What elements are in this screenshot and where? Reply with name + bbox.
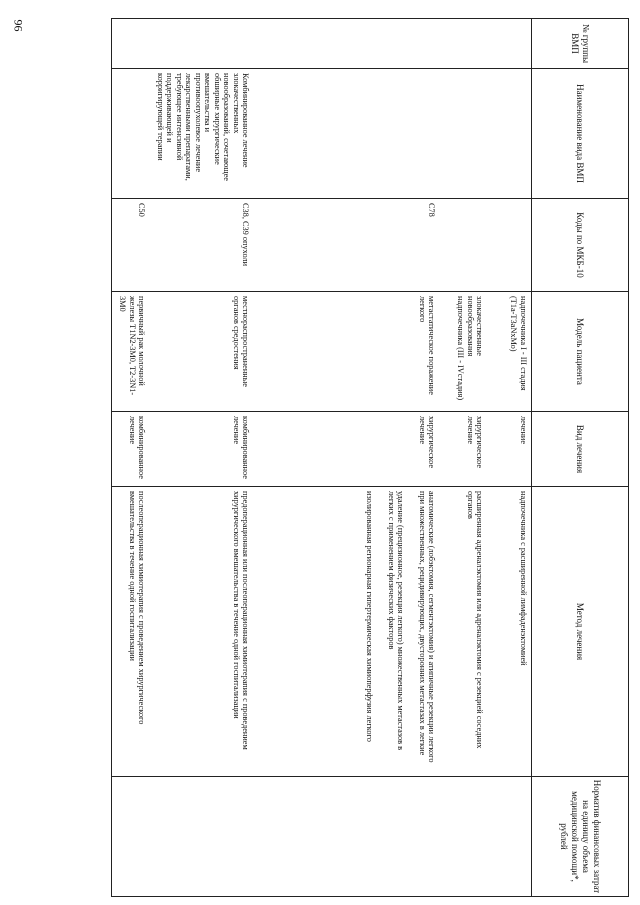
cell-group bbox=[440, 19, 488, 69]
method-text: удаление (прецизионное, резекция легкого) множественных метастазов в легких с применением физических факторов bbox=[386, 491, 406, 751]
cell-icd-codes: С50 bbox=[111, 199, 149, 292]
page-number: 96 bbox=[11, 19, 26, 32]
method-text: послеоперационная химиотерапия с проведением хирургического вмешательства в течение одной госпитализации bbox=[127, 491, 147, 725]
cell-patient-model: метастатическое поражение легкого bbox=[254, 292, 440, 412]
table-row bbox=[254, 19, 440, 897]
cell-cost bbox=[254, 777, 440, 897]
cell-vmp-name bbox=[111, 69, 149, 199]
vmp-table bbox=[111, 18, 629, 897]
cell-treatment-type: хирургическое лечение bbox=[440, 412, 488, 487]
cell-cost bbox=[440, 777, 488, 897]
cell-treatment-type: комбинированное лечение bbox=[149, 412, 253, 487]
method-text: расширенная адреналэктомия или адреналэктомия с резекцией соседних органов bbox=[465, 491, 485, 749]
cell-icd-codes: С38, С39 опухоли bbox=[149, 199, 253, 292]
cell-cost bbox=[488, 777, 532, 897]
cell-icd-codes bbox=[488, 199, 532, 292]
method-text: надпочечника с расширенной лимфаденэктомией bbox=[519, 491, 528, 666]
cell-vmp-name: Комбинированное лечение злокачественных новообразований, сочетающее обширные хирургические вмешательства и противоопухолевое лечение лекарственными препаратами, требующее интенсивной поддерживающей и корригирующей терапии bbox=[149, 69, 253, 199]
cell-vmp-name bbox=[440, 69, 488, 199]
header-icd-codes: Коды по МКБ-10 bbox=[532, 199, 629, 292]
header-vmp-name: Наименование вида ВМП bbox=[532, 69, 629, 199]
cell-group bbox=[254, 19, 440, 69]
cell-treatment-type: хирургическое лечение bbox=[254, 412, 440, 487]
cell-patient-model: злокачественные новообразования надпочечника (III - IVстадия) bbox=[440, 292, 488, 412]
table-row bbox=[111, 19, 149, 897]
header-group-number: № группы ВМП bbox=[532, 19, 629, 69]
cell-cost bbox=[149, 777, 253, 897]
cell-patient-model: первичный рак молочной железы Т1N2-3М0, Т2-3N1-3М0 bbox=[111, 292, 149, 412]
table-row bbox=[440, 19, 488, 897]
cell-vmp-name bbox=[254, 69, 440, 199]
table-row bbox=[149, 19, 253, 897]
method-text: анатомические (лобэктомия, сегментэктомия) и атипичные резекции легкого при множественных, рецидивирующих, двусторонних метастазах в легкие bbox=[417, 491, 437, 763]
cell-treatment-method bbox=[440, 487, 488, 777]
header-treatment-type: Вид лечения bbox=[532, 412, 629, 487]
table-header-row bbox=[532, 19, 629, 897]
cell-treatment-method bbox=[149, 487, 253, 777]
cell-treatment-method bbox=[111, 487, 149, 777]
cell-group bbox=[111, 19, 149, 69]
header-treatment-method: Метод лечения bbox=[532, 487, 629, 777]
cell-treatment-method bbox=[488, 487, 532, 777]
cell-vmp-name bbox=[488, 69, 532, 199]
cell-patient-model: местнораспространенные органов средостения bbox=[149, 292, 253, 412]
cell-icd-codes bbox=[440, 199, 488, 292]
cell-treatment-method bbox=[254, 487, 440, 777]
cell-patient-model: надпочечника I - III стадия (Т1а-Т3аNхМо) bbox=[488, 292, 532, 412]
cell-group bbox=[149, 19, 253, 69]
method-text: предоперационная или послеоперационная химиотерапия с проведением хирургического вмешательства в течение одной госпитализации bbox=[231, 491, 251, 750]
cell-treatment-type: лечение bbox=[488, 412, 532, 487]
cell-group bbox=[488, 19, 532, 69]
header-patient-model: Модель пациента bbox=[532, 292, 629, 412]
cell-treatment-type: комбинированное лечение bbox=[111, 412, 149, 487]
cell-icd-codes: С78 bbox=[254, 199, 440, 292]
method-text: изолированная регионарная гипертермическая химиоперфузия легкого bbox=[365, 491, 375, 742]
document-page bbox=[69, 18, 629, 896]
header-cost-norm: Норматив финансовых затрат на единицу объема медицинской помощи*, рублей bbox=[532, 777, 629, 897]
cell-cost bbox=[111, 777, 149, 897]
table-row bbox=[488, 19, 532, 897]
